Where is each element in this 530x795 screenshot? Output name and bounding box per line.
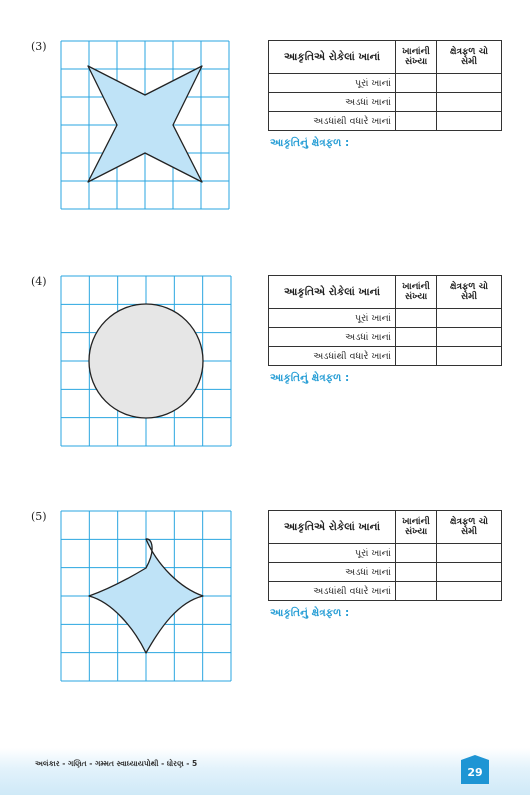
row-more-label: અડધાંથી વધારે ખાનાં [269,112,396,131]
grid-figure-star [60,40,230,210]
header-area: ક્ષેત્રફળ ચો સેમી [437,511,502,544]
header-cells: આકૃતિએ રોકેલાં ખાનાં [269,41,396,74]
area-table [268,275,502,366]
area-label: આકૃતિનું ક્ષેત્રફળ : [270,607,350,619]
row-full-label: પૂરાં ખાનાં [269,74,396,93]
row-full-area[interactable] [437,309,502,328]
problem-5 [0,510,530,730]
header-cells: આકૃતિએ રોકેલાં ખાનાં [269,276,396,309]
row-half-area[interactable] [437,93,502,112]
page-number-badge [461,760,489,784]
row-half-label: અડધાં ખાનાં [269,93,396,112]
problem-4 [0,275,530,495]
header-count: ખાનાંની સંખ્યા [396,276,437,309]
row-half-label: અડધાં ખાનાં [269,328,396,347]
problem-3 [0,40,530,260]
problem-number: (4) [31,275,47,288]
row-more-label: અડધાંથી વધારે ખાનાં [269,582,396,601]
row-half-count[interactable] [396,328,437,347]
row-full-label: પૂરાં ખાનાં [269,309,396,328]
row-full-area[interactable] [437,74,502,93]
header-count: ખાનાંની સંખ્યા [396,41,437,74]
row-more-area[interactable] [437,112,502,131]
header-area: ક્ષેત્રફળ ચો સેમી [437,41,502,74]
row-full-count[interactable] [396,309,437,328]
row-more-count[interactable] [396,347,437,366]
header-area: ક્ષેત્રફળ ચો સેમી [437,276,502,309]
header-count: ખાનાંની સંખ્યા [396,511,437,544]
problem-number: (3) [31,40,47,53]
row-half-area[interactable] [437,328,502,347]
circle-shape [89,304,203,418]
footer-title: અલંકાર - ગણિત - ગમ્મત સ્વાધ્યાયપોથી - ધોરણ - 5 [35,759,198,768]
row-more-count[interactable] [396,112,437,131]
footer-band [0,748,530,795]
page-number: 29 [467,765,483,779]
row-half-label: અડધાં ખાનાં [269,563,396,582]
row-full-area[interactable] [437,544,502,563]
grid-figure-circle [60,275,232,447]
area-table [268,40,502,131]
row-full-label: પૂરાં ખાનાં [269,544,396,563]
row-more-area[interactable] [437,582,502,601]
row-more-area[interactable] [437,347,502,366]
row-more-count[interactable] [396,582,437,601]
row-full-count[interactable] [396,74,437,93]
header-cells: આકૃતિએ રોકેલાં ખાનાં [269,511,396,544]
problem-number: (5) [31,510,47,523]
row-full-count[interactable] [396,544,437,563]
grid-figure-curved-star [60,510,232,682]
row-more-label: અડધાંથી વધારે ખાનાં [269,347,396,366]
area-label: આકૃતિનું ક્ષેત્રફળ : [270,137,350,149]
area-table [268,510,502,601]
area-label: આકૃતિનું ક્ષેત્રફળ : [270,372,350,384]
row-half-area[interactable] [437,563,502,582]
row-half-count[interactable] [396,93,437,112]
row-half-count[interactable] [396,563,437,582]
